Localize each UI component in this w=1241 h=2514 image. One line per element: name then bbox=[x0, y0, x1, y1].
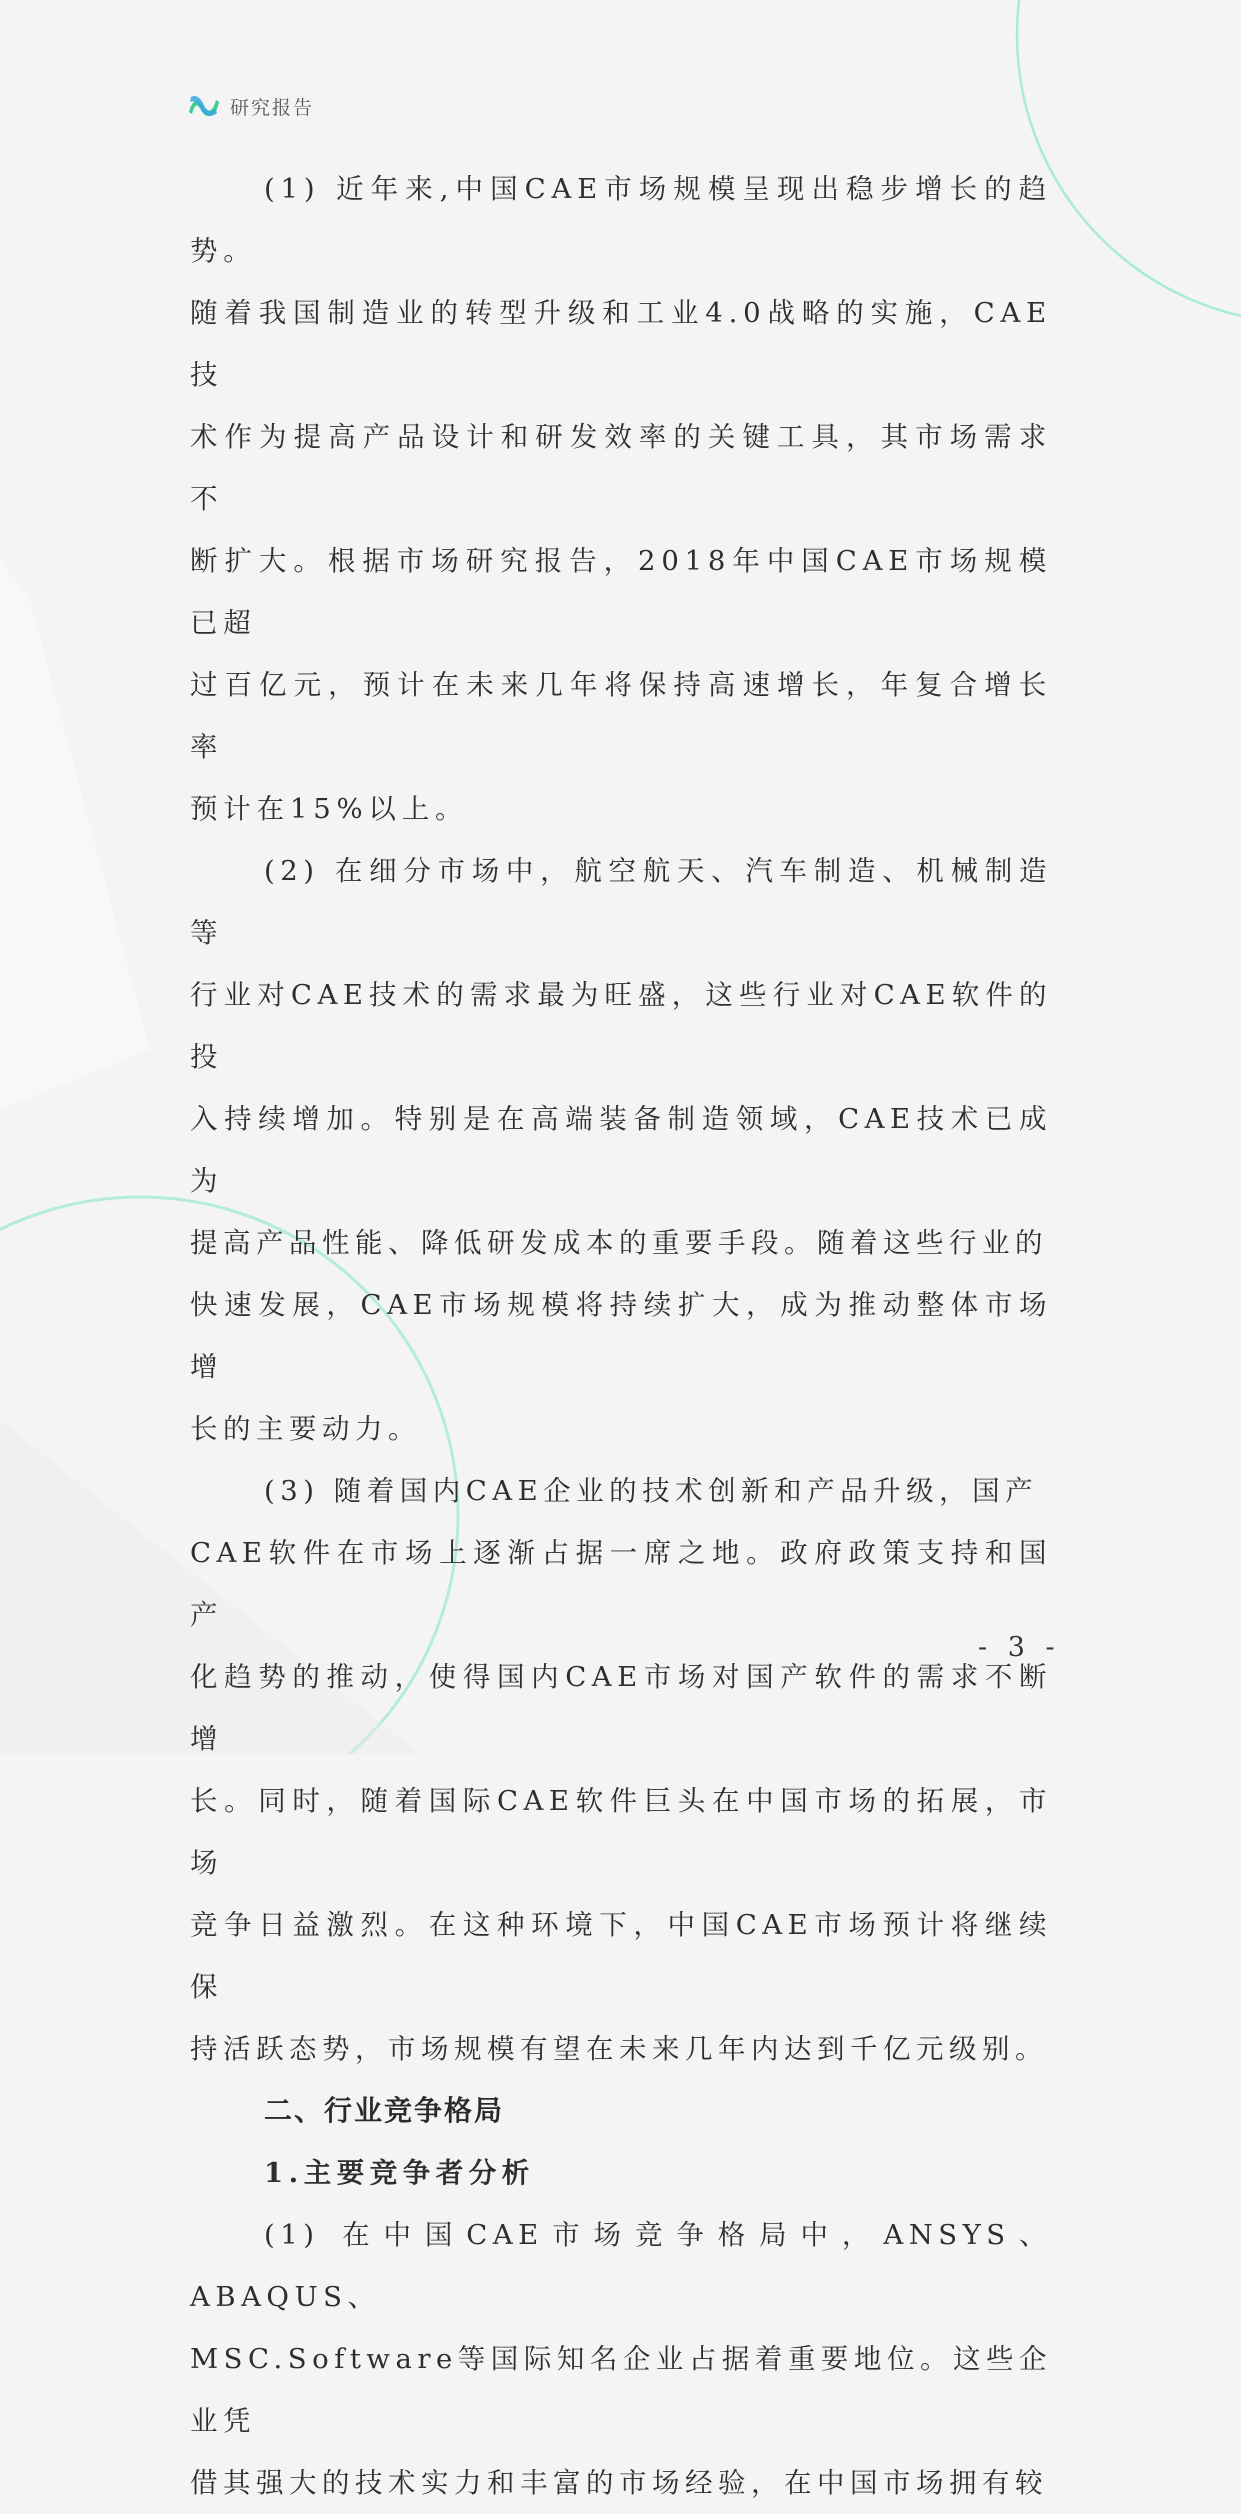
subsection-heading: 1.主要竞争者分析 bbox=[264, 2157, 535, 2189]
brand-logo-icon bbox=[186, 88, 222, 124]
paragraph-4: (1) 在中国CAE市场竞争格局中，ANSYS、ABAQUS、 MSC.Software等国际知名企业占据着重要地位。这些企业凭 借其强大的技术实力和丰富的市场经验，在中国市场拥有较 bbox=[190, 2219, 1052, 2499]
paragraph-2: (2) 在细分市场中，航空航天、汽车制造、机械制造等 行业对CAE技术的需求最为旺盛，这些行业对CAE软件的投 入持续增加。特别是在高端装备制造领域，CAE技术已成为 提高产品性能、降低研发成本的重要手段。随着这些行业的 快速发展，CAE市场规模将持续扩大，成为推动整体市场增 长的主要动力。 bbox=[190, 855, 1052, 1445]
header-title: 研究报告 bbox=[230, 96, 315, 119]
page-number: - 3 - bbox=[978, 1632, 1061, 1663]
page-header bbox=[186, 88, 314, 124]
decor-light-band bbox=[0, 560, 150, 1110]
paragraph-3: (3) 随着国内CAE企业的技术创新和产品升级，国产 CAE软件在市场上逐渐占据一席之地。政府政策支持和国产 化趋势的推动，使得国内CAE市场对国产软件的需求不断增 长。同时，随着国际CAE软件巨头在中国市场的拓展，市场 竞争日益激烈。在这种环境下，中国CAE市场预计将继续保 持活跃态势，市场规模有望在未来几年内达到千亿元级别。 bbox=[190, 1475, 1052, 2065]
paragraph-1: (1) 近年来,中国CAE市场规模呈现出稳步增长的趋势。 随着我国制造业的转型升级和工业4.0战略的实施，CAE技 术作为提高产品设计和研发效率的关键工具，其市场需求不 断扩大。根据市场研究报告，2018年中国CAE市场规模已超 过百亿元，预计在未来几年将保持高速增长，年复合增长率 预计在15%以上。 bbox=[190, 173, 1052, 825]
section-heading: 二、行业竞争格局 bbox=[264, 2094, 505, 2127]
document-body bbox=[190, 158, 1052, 2514]
